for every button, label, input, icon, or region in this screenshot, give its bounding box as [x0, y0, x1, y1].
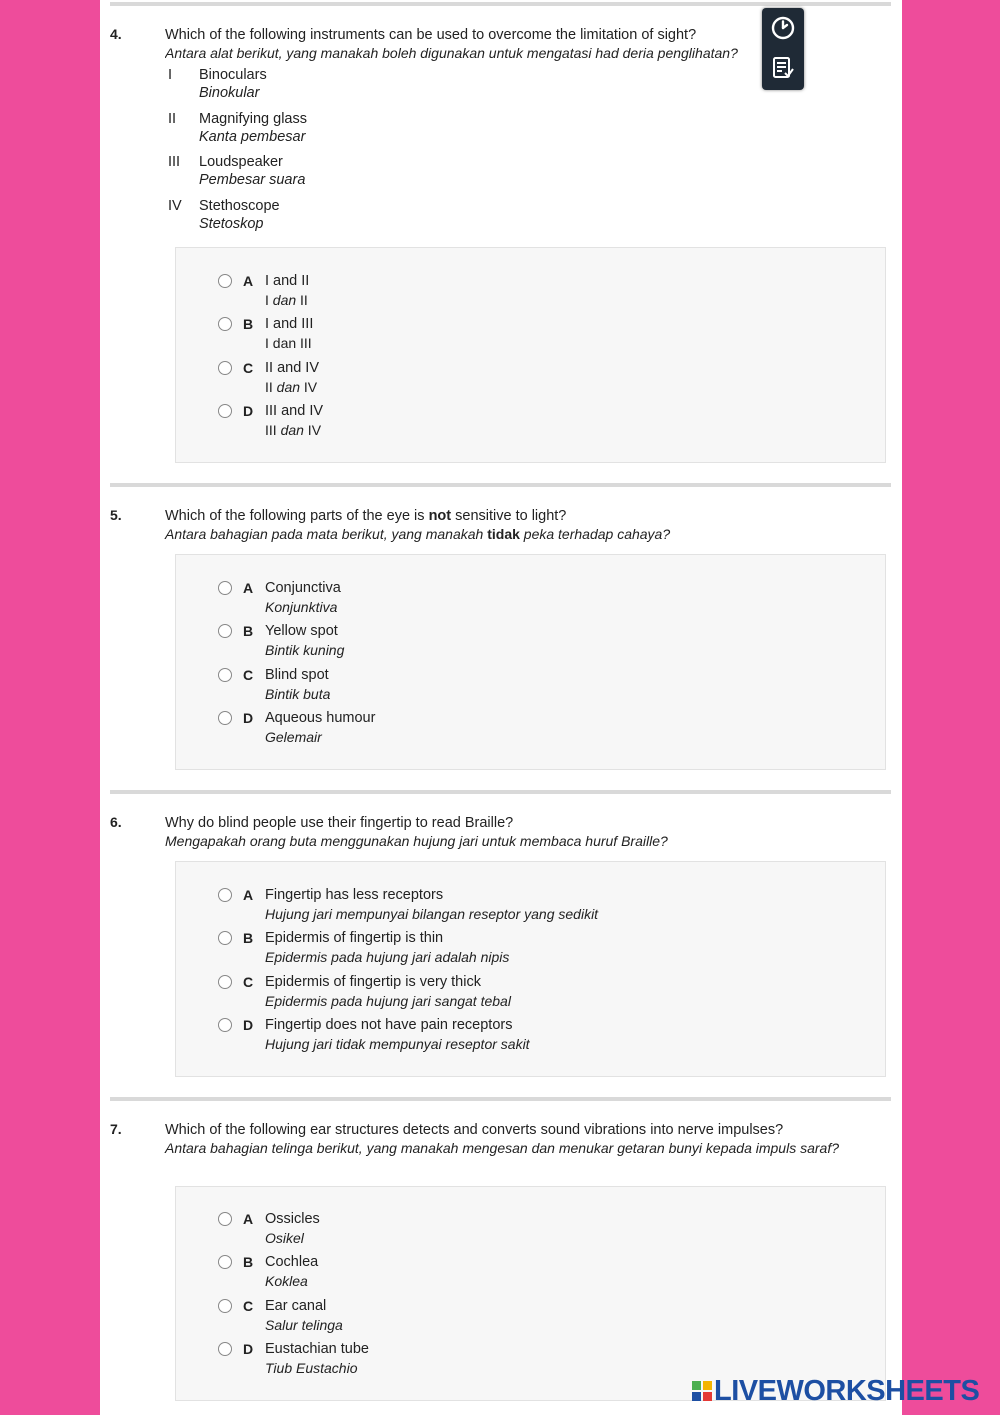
option-text-en: Conjunctiva	[265, 580, 341, 596]
option-letter: A	[243, 1211, 254, 1227]
option-text-en: Epidermis of fingertip is very thick	[265, 974, 481, 990]
statement-ms: Kanta pembesar	[199, 129, 306, 145]
option-text-ms: III dan IV	[265, 422, 322, 438]
option-text-ms: I dan II	[265, 292, 308, 308]
options-box	[175, 247, 886, 463]
question-divider	[110, 2, 891, 6]
option-letter: A	[243, 580, 254, 596]
option-text-ms: Epidermis pada hujung jari adalah nipis	[265, 949, 510, 965]
option-text-en: I and II	[265, 273, 310, 289]
option-b[interactable]	[218, 622, 818, 660]
option-b[interactable]	[218, 929, 818, 967]
option-text-en: I and III	[265, 316, 314, 332]
options-box	[175, 861, 886, 1077]
option-text-ms: Konjunktiva	[265, 599, 338, 615]
radio-button[interactable]	[218, 274, 232, 288]
question-text-ms: Antara bahagian telinga berikut, yang manakah mengesan dan menukar getaran bunyi kepada impuls saraf?	[165, 1140, 839, 1156]
option-a[interactable]	[218, 272, 818, 310]
statement-en: Stethoscope	[199, 198, 280, 214]
option-letter: C	[243, 1298, 254, 1314]
option-text-en: Ear canal	[265, 1298, 327, 1314]
option-text-ms: Epidermis pada hujung jari sangat tebal	[265, 993, 511, 1009]
option-letter: B	[243, 623, 254, 639]
liveworksheets-logo-icon	[692, 1381, 712, 1401]
option-text-en: Epidermis of fingertip is thin	[265, 930, 444, 946]
radio-button[interactable]	[218, 888, 232, 902]
option-d[interactable]	[218, 1016, 818, 1054]
option-letter: C	[243, 360, 254, 376]
option-text-ms: Osikel	[265, 1230, 304, 1246]
option-letter: C	[243, 974, 254, 990]
option-c[interactable]	[218, 666, 818, 704]
radio-button[interactable]	[218, 975, 232, 989]
question-text-en: Which of the following parts of the eye is not sensitive to light?	[165, 508, 567, 524]
radio-button[interactable]	[218, 1018, 232, 1032]
option-a[interactable]	[218, 886, 818, 924]
option-letter: D	[243, 1341, 254, 1357]
floating-toolbar	[762, 8, 804, 90]
option-text-ms: Hujung jari tidak mempunyai reseptor sakit	[265, 1036, 530, 1052]
option-letter: D	[243, 1017, 254, 1033]
option-text-en: Aqueous humour	[265, 710, 376, 726]
option-text-en: Yellow spot	[265, 623, 338, 639]
radio-button[interactable]	[218, 711, 232, 725]
option-letter: B	[243, 1254, 254, 1270]
option-text-en: II and IV	[265, 360, 320, 376]
checklist-icon	[768, 53, 798, 83]
question-text-en: Why do blind people use their fingertip to read Braille?	[165, 815, 514, 831]
statement-en: Magnifying glass	[199, 111, 307, 127]
radio-button[interactable]	[218, 931, 232, 945]
question-text-en: Which of the following instruments can be used to overcome the limitation of sight?	[165, 27, 697, 43]
question-text-ms: Mengapakah orang buta menggunakan hujung jari untuk membaca huruf Braille?	[165, 833, 668, 849]
option-d[interactable]	[218, 402, 818, 440]
option-letter: D	[243, 710, 254, 726]
option-c[interactable]	[218, 973, 818, 1011]
question-divider	[110, 790, 891, 794]
option-a[interactable]	[218, 1210, 818, 1248]
question-divider	[110, 483, 891, 487]
brand-text: LIVEWORKSHEETS	[714, 1375, 980, 1407]
radio-button[interactable]	[218, 1299, 232, 1313]
statement-en: Loudspeaker	[199, 154, 283, 170]
option-letter: B	[243, 316, 254, 332]
option-d[interactable]	[218, 709, 818, 747]
option-text-en: Blind spot	[265, 667, 329, 683]
options-box	[175, 554, 886, 770]
option-c[interactable]	[218, 1297, 818, 1335]
option-b[interactable]	[218, 1253, 818, 1291]
option-text-ms: Hujung jari mempunyai bilangan reseptor yang sedikit	[265, 906, 599, 922]
option-a[interactable]	[218, 579, 818, 617]
radio-button[interactable]	[218, 668, 232, 682]
question-number: 4.	[110, 26, 122, 42]
radio-button[interactable]	[218, 1212, 232, 1226]
option-text-ms: Gelemair	[265, 729, 322, 745]
statement-en: Binoculars	[199, 67, 267, 83]
question-number: 7.	[110, 1121, 122, 1137]
radio-button[interactable]	[218, 624, 232, 638]
option-text-ms: Tiub Eustachio	[265, 1360, 358, 1376]
option-text-ms: Bintik buta	[265, 686, 331, 702]
question-text-en: Which of the following ear structures detects and converts sound vibrations into nerve impulses?	[165, 1122, 784, 1138]
radio-button[interactable]	[218, 404, 232, 418]
option-letter: A	[243, 887, 254, 903]
question-number: 5.	[110, 507, 122, 523]
radio-button[interactable]	[218, 581, 232, 595]
radio-button[interactable]	[218, 1342, 232, 1356]
question-6	[110, 814, 880, 1079]
option-text-ms: Koklea	[265, 1273, 308, 1289]
statement-numeral: III	[168, 154, 181, 170]
statement-numeral: IV	[168, 198, 182, 214]
question-number: 6.	[110, 814, 122, 830]
statement-numeral: I	[168, 67, 173, 83]
statement-ms: Pembesar suara	[199, 172, 306, 188]
radio-button[interactable]	[218, 1255, 232, 1269]
question-4	[110, 26, 880, 466]
radio-button[interactable]	[218, 361, 232, 375]
statement-ms: Binokular	[199, 85, 260, 101]
option-text-en: Cochlea	[265, 1254, 319, 1270]
question-divider	[110, 1097, 891, 1101]
timer-button[interactable]	[768, 13, 798, 43]
option-text-ms: I dan III	[265, 335, 312, 351]
option-letter: B	[243, 930, 254, 946]
option-text-en: Eustachian tube	[265, 1341, 369, 1357]
option-text-ms: Bintik kuning	[265, 642, 345, 658]
radio-button[interactable]	[218, 317, 232, 331]
statement-numeral: II	[168, 111, 177, 127]
option-text-ms: Salur telinga	[265, 1317, 343, 1333]
question-text-ms: Antara alat berikut, yang manakah boleh digunakan untuk mengatasi had deria penglihatan?	[165, 45, 738, 61]
question-5	[110, 507, 880, 772]
option-text-en: III and IV	[265, 403, 324, 419]
option-text-en: Fingertip does not have pain receptors	[265, 1017, 513, 1033]
timer-icon	[768, 13, 798, 43]
option-b[interactable]	[218, 315, 818, 353]
option-text-en: Fingertip has less receptors	[265, 887, 444, 903]
option-text-ms: II dan IV	[265, 379, 318, 395]
option-c[interactable]	[218, 359, 818, 397]
options-box	[175, 1186, 886, 1401]
option-letter: C	[243, 667, 254, 683]
option-letter: D	[243, 403, 254, 419]
question-7	[110, 1121, 880, 1406]
option-letter: A	[243, 273, 254, 289]
option-d[interactable]	[218, 1340, 818, 1378]
checklist-button[interactable]	[768, 53, 798, 83]
statement-ms: Stetoskop	[199, 216, 264, 232]
option-text-en: Ossicles	[265, 1211, 320, 1227]
question-text-ms: Antara bahagian pada mata berikut, yang manakah tidak peka terhadap cahaya?	[165, 526, 671, 542]
worksheet-page	[100, 0, 902, 1415]
